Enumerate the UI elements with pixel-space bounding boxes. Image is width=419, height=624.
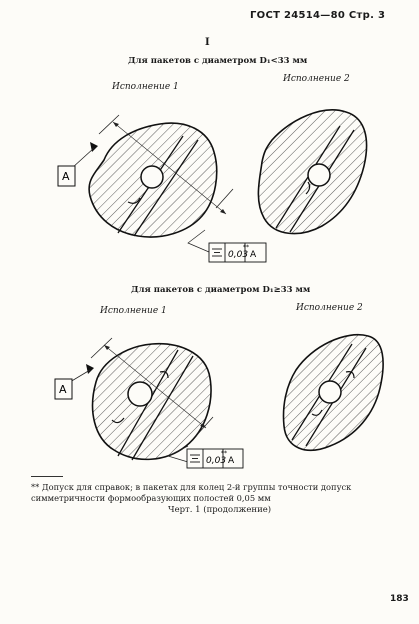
tolerance-leader bbox=[188, 230, 209, 252]
variant-label-2-top: Исполнение 2 bbox=[283, 74, 350, 84]
top-right-section bbox=[258, 110, 366, 234]
tolerance-datum: A bbox=[250, 250, 257, 260]
datum-leader bbox=[70, 370, 90, 390]
page-header: ГОСТ 24514—80 Стр. 3 bbox=[250, 10, 386, 21]
variant-label-2-bottom: Исполнение 2 bbox=[296, 303, 363, 313]
tolerance-frame-top bbox=[209, 243, 266, 262]
hole bbox=[128, 382, 152, 406]
section-number: I bbox=[205, 37, 210, 48]
page-number: 183 bbox=[390, 594, 409, 604]
caption-large-diameter: Для пакетов с диаметром D₁≥33 мм bbox=[131, 285, 311, 295]
extension-line bbox=[216, 189, 233, 208]
tolerance-frame-bottom bbox=[187, 449, 243, 468]
section-shape bbox=[93, 344, 211, 460]
datum-triangle bbox=[86, 364, 94, 374]
tolerance-datum: A bbox=[228, 456, 235, 466]
footnote: ** Допуск для справок; в пакетах для колец 2-й группы точности допуск симметричности формообразующих полостей 0,05 мм bbox=[31, 482, 352, 503]
hole bbox=[319, 381, 341, 403]
bottom-left-section bbox=[55, 338, 243, 468]
tolerance-value: 0,03 bbox=[206, 456, 227, 466]
datum-letter: A bbox=[59, 383, 67, 396]
hole bbox=[141, 166, 163, 188]
tolerance-value: 0,03 bbox=[228, 250, 249, 260]
caption-small-diameter: Для пакетов с диаметром D₁<33 мм bbox=[128, 56, 308, 66]
hole bbox=[308, 164, 330, 186]
top-left-section bbox=[58, 115, 266, 262]
footnote-mark: ** bbox=[243, 244, 249, 251]
bottom-right-section bbox=[284, 335, 384, 451]
datum-letter: A bbox=[62, 170, 70, 183]
figure-caption: Черт. 1 (продолжение) bbox=[168, 505, 272, 515]
footnote-mark: ** bbox=[221, 450, 227, 457]
variant-label-1-bottom: Исполнение 1 bbox=[100, 306, 167, 316]
variant-label-1-top: Исполнение 1 bbox=[112, 82, 179, 92]
footnote-rule bbox=[31, 476, 63, 477]
